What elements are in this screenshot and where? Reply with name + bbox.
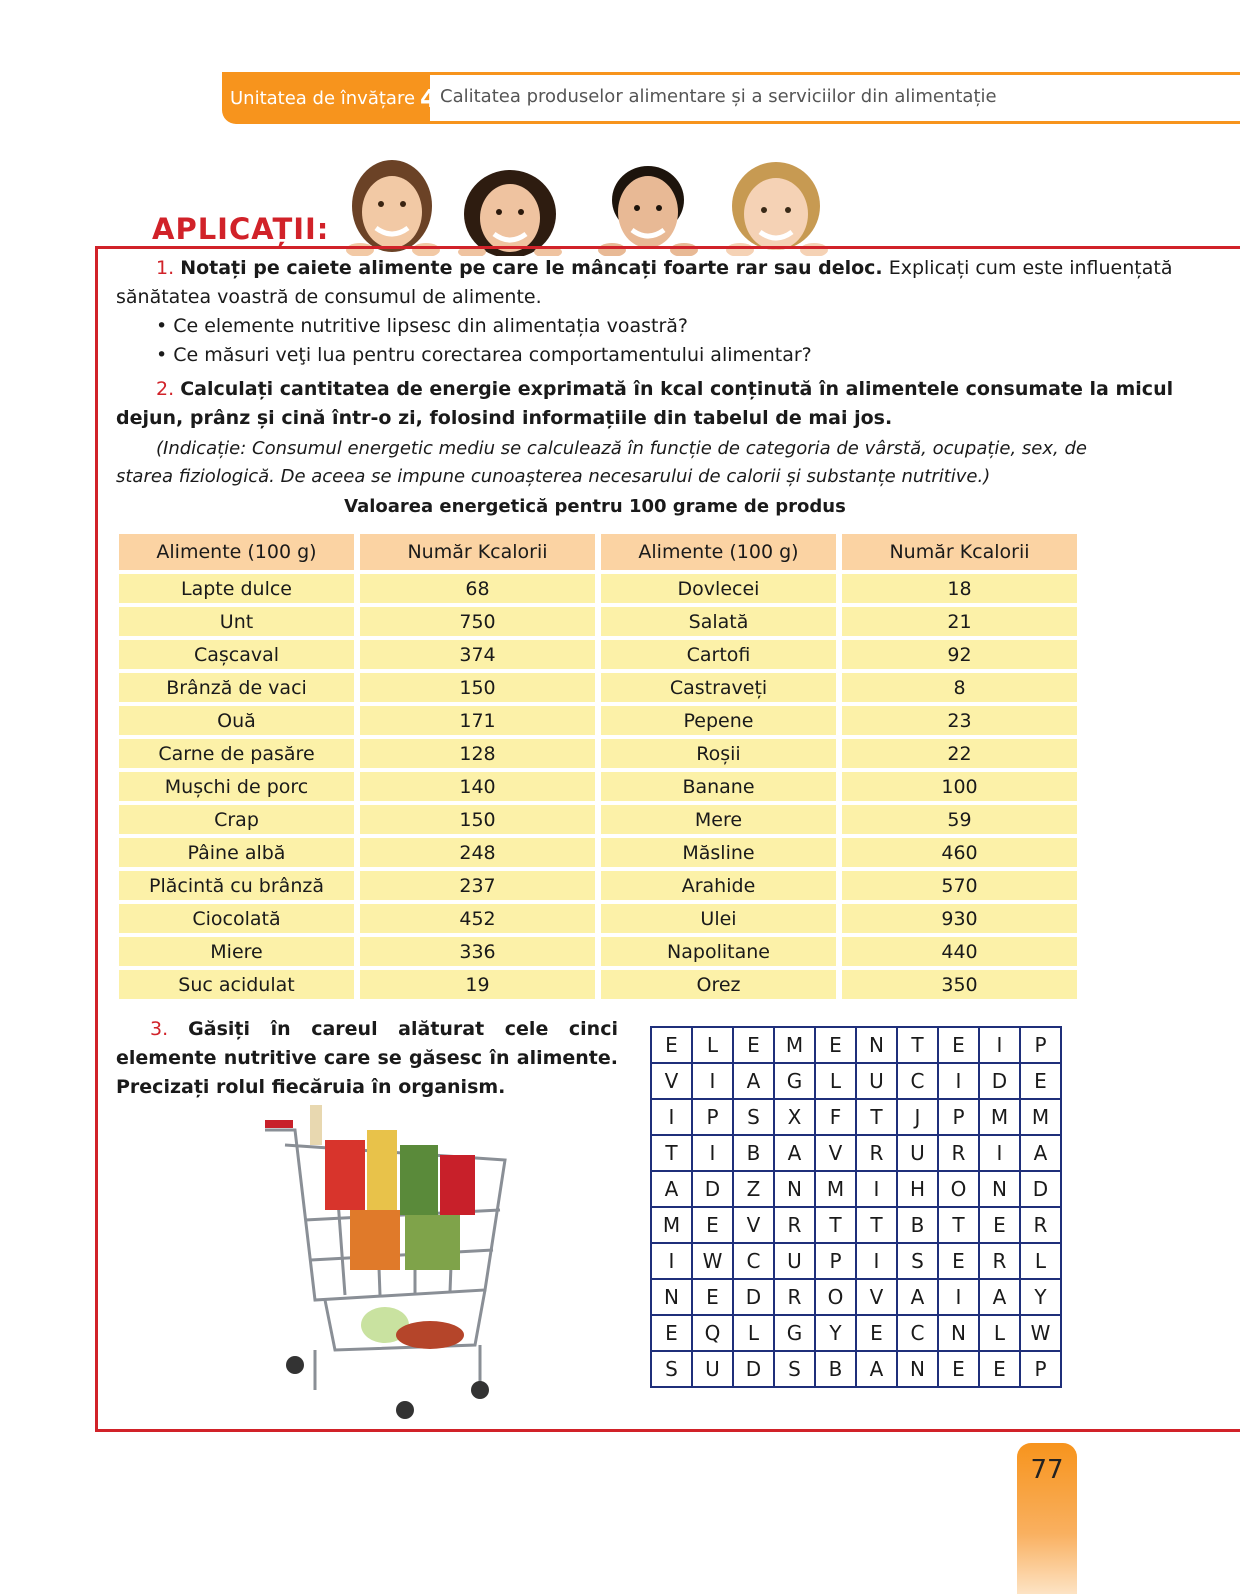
- grid-cell: N: [938, 1315, 979, 1351]
- grid-cell: I: [856, 1171, 897, 1207]
- grid-cell: L: [692, 1027, 733, 1063]
- table-cell: 150: [360, 805, 595, 834]
- grid-cell: Y: [1020, 1279, 1061, 1315]
- chapter-title: Calitatea produselor alimentare și a serviciilor din alimentație: [440, 86, 997, 107]
- grid-row: [651, 1171, 1061, 1207]
- grid-cell: A: [1020, 1135, 1061, 1171]
- grid-row: [651, 1207, 1061, 1243]
- table-cell: 570: [842, 871, 1077, 900]
- grid-cell: Y: [815, 1315, 856, 1351]
- q2-number: 2.: [156, 378, 175, 400]
- grid-cell: V: [856, 1279, 897, 1315]
- grid-cell: R: [938, 1135, 979, 1171]
- table-cell: Cartofi: [601, 640, 836, 669]
- grid-cell: O: [938, 1171, 979, 1207]
- table-cell: 100: [842, 772, 1077, 801]
- grid-cell: L: [733, 1315, 774, 1351]
- table-cell: 248: [360, 838, 595, 867]
- grid-cell: W: [1020, 1315, 1061, 1351]
- grid-cell: W: [692, 1243, 733, 1279]
- table-row: [119, 640, 1073, 669]
- table-cell: Castraveți: [601, 673, 836, 702]
- table-header-cell: Număr Kcalorii: [360, 534, 595, 570]
- table-cell: 59: [842, 805, 1077, 834]
- q1-bold-text: Notați pe caiete alimente pe care le mâncați foarte rar sau deloc.: [180, 257, 883, 279]
- grid-cell: N: [897, 1351, 938, 1387]
- table-cell: 350: [842, 970, 1077, 999]
- grid-cell: E: [692, 1207, 733, 1243]
- table-cell: 21: [842, 607, 1077, 636]
- grid-cell: R: [979, 1243, 1020, 1279]
- grid-cell: L: [1020, 1243, 1061, 1279]
- q2-line1: [156, 375, 1173, 404]
- grid-cell: U: [856, 1063, 897, 1099]
- grid-cell: V: [651, 1063, 692, 1099]
- grid-cell: M: [1020, 1099, 1061, 1135]
- table-header-row: [119, 534, 1073, 570]
- table-cell: 22: [842, 739, 1077, 768]
- grid-cell: L: [979, 1315, 1020, 1351]
- grid-cell: R: [856, 1135, 897, 1171]
- table-header-cell: Număr Kcalorii: [842, 534, 1077, 570]
- grid-cell: D: [733, 1351, 774, 1387]
- grid-cell: E: [979, 1207, 1020, 1243]
- table-cell: Banane: [601, 772, 836, 801]
- q2-hint-1: (Indicație: Consumul energetic mediu se calculează în funcție de categoria de vârstă, ocupație, sex, de: [156, 438, 1087, 459]
- table-cell: Napolitane: [601, 937, 836, 966]
- grid-cell: E: [1020, 1063, 1061, 1099]
- grid-cell: T: [856, 1099, 897, 1135]
- table-row: [119, 871, 1073, 900]
- grid-cell: P: [1020, 1027, 1061, 1063]
- grid-cell: T: [651, 1135, 692, 1171]
- shopping-cart-illustration: [255, 1100, 525, 1420]
- table-cell: Ciocolată: [119, 904, 354, 933]
- table-cell: Brânză de vaci: [119, 673, 354, 702]
- grid-cell: I: [651, 1243, 692, 1279]
- grid-cell: T: [815, 1207, 856, 1243]
- q1-line1: [156, 254, 1172, 283]
- grid-cell: F: [815, 1099, 856, 1135]
- grid-cell: C: [897, 1063, 938, 1099]
- grid-cell: N: [651, 1279, 692, 1315]
- grid-cell: I: [938, 1279, 979, 1315]
- grid-row: [651, 1315, 1061, 1351]
- word-search-grid: [650, 1026, 1062, 1388]
- grid-cell: L: [815, 1063, 856, 1099]
- grid-row: [651, 1279, 1061, 1315]
- table-cell: Suc acidulat: [119, 970, 354, 999]
- table-cell: 18: [842, 574, 1077, 603]
- unit-number: 4: [420, 83, 438, 113]
- child-1: [346, 160, 440, 256]
- grid-cell: D: [733, 1279, 774, 1315]
- grid-cell: D: [692, 1171, 733, 1207]
- grid-cell: J: [897, 1099, 938, 1135]
- table-cell: Salată: [601, 607, 836, 636]
- grid-cell: R: [774, 1207, 815, 1243]
- q3-text: Găsiți în careul alăturat cele cinci elemente nutritive care se găsesc în alimente. Precizați rolul fiecăruia în organism.: [116, 1018, 618, 1098]
- q1-bullet-2: • Ce măsuri veţi lua pentru corectarea comportamentului alimentar?: [156, 344, 812, 366]
- grid-cell: E: [692, 1279, 733, 1315]
- grid-cell: N: [774, 1171, 815, 1207]
- table-row: [119, 904, 1073, 933]
- grid-cell: P: [815, 1243, 856, 1279]
- children-illustration: [330, 160, 850, 256]
- grid-cell: V: [733, 1207, 774, 1243]
- table-cell: Carne de pasăre: [119, 739, 354, 768]
- grid-cell: I: [692, 1135, 733, 1171]
- grid-cell: N: [856, 1027, 897, 1063]
- table-cell: Crap: [119, 805, 354, 834]
- table-header-cell: Alimente (100 g): [119, 534, 354, 570]
- q2-line2: dejun, prânz și cină într-o zi, folosind informațiile din tabelul de mai jos.: [116, 407, 893, 429]
- grid-cell: P: [1020, 1351, 1061, 1387]
- grid-cell: X: [774, 1099, 815, 1135]
- table-cell: 68: [360, 574, 595, 603]
- table-cell: Cașcaval: [119, 640, 354, 669]
- table-cell: 150: [360, 673, 595, 702]
- table-cell: 23: [842, 706, 1077, 735]
- grid-cell: T: [856, 1207, 897, 1243]
- grid-row: [651, 1135, 1061, 1171]
- table-cell: 336: [360, 937, 595, 966]
- grid-cell: M: [815, 1171, 856, 1207]
- table-row: [119, 574, 1073, 603]
- grid-cell: C: [733, 1243, 774, 1279]
- unit-tab: [222, 72, 438, 124]
- grid-cell: A: [774, 1135, 815, 1171]
- grid-cell: D: [979, 1063, 1020, 1099]
- grid-cell: M: [979, 1099, 1020, 1135]
- grid-cell: U: [774, 1243, 815, 1279]
- table-cell: 452: [360, 904, 595, 933]
- grid-cell: I: [856, 1243, 897, 1279]
- grid-cell: M: [651, 1207, 692, 1243]
- grid-cell: E: [979, 1351, 1020, 1387]
- table-cell: Arahide: [601, 871, 836, 900]
- table-cell: Plăcintă cu brânză: [119, 871, 354, 900]
- table-cell: 19: [360, 970, 595, 999]
- grid-cell: I: [651, 1099, 692, 1135]
- grid-cell: E: [651, 1027, 692, 1063]
- table-row: [119, 706, 1073, 735]
- grid-cell: T: [938, 1207, 979, 1243]
- grid-cell: I: [938, 1063, 979, 1099]
- grid-cell: E: [733, 1027, 774, 1063]
- grid-cell: E: [938, 1351, 979, 1387]
- section-title: APLICAȚII:: [152, 212, 330, 246]
- q3-paragraph: [116, 1015, 618, 1102]
- grid-cell: Z: [733, 1171, 774, 1207]
- grid-cell: E: [651, 1315, 692, 1351]
- q1-bullet-1: • Ce elemente nutritive lipsesc din alimentația voastră?: [156, 315, 688, 337]
- grid-cell: H: [897, 1171, 938, 1207]
- calories-table: [119, 534, 1073, 1003]
- grid-cell: A: [979, 1279, 1020, 1315]
- grid-cell: Q: [692, 1315, 733, 1351]
- q2-text-1: Calculați cantitatea de energie exprimată în kcal conținută în alimentele consumate la micul: [180, 378, 1174, 400]
- grid-cell: G: [774, 1315, 815, 1351]
- table-title: Valoarea energetică pentru 100 grame de produs: [344, 496, 846, 517]
- grid-cell: I: [979, 1027, 1020, 1063]
- grid-cell: E: [856, 1315, 897, 1351]
- grid-row: [651, 1243, 1061, 1279]
- table-cell: Unt: [119, 607, 354, 636]
- table-cell: 237: [360, 871, 595, 900]
- child-4: [726, 162, 828, 256]
- table-cell: 374: [360, 640, 595, 669]
- grid-cell: I: [692, 1063, 733, 1099]
- page-number: 77: [1030, 1455, 1064, 1485]
- q2-hint-2: starea fiziologică. De aceea se impune cunoașterea necesarului de calorii și substanțe nutritive.): [116, 466, 991, 487]
- q1-number: 1.: [156, 257, 175, 279]
- q3-number: 3.: [150, 1018, 169, 1040]
- grid-cell: A: [856, 1351, 897, 1387]
- grid-cell: D: [1020, 1171, 1061, 1207]
- grid-cell: M: [774, 1027, 815, 1063]
- table-row: [119, 607, 1073, 636]
- grid-cell: A: [651, 1171, 692, 1207]
- table-cell: 171: [360, 706, 595, 735]
- table-cell: 460: [842, 838, 1077, 867]
- grid-cell: S: [774, 1351, 815, 1387]
- grid-row: [651, 1027, 1061, 1063]
- groceries-icon: [310, 1105, 475, 1349]
- table-cell: 92: [842, 640, 1077, 669]
- table-cell: 128: [360, 739, 595, 768]
- table-cell: 140: [360, 772, 595, 801]
- table-cell: Mere: [601, 805, 836, 834]
- grid-cell: R: [1020, 1207, 1061, 1243]
- grid-cell: U: [897, 1135, 938, 1171]
- table-cell: Mușchi de porc: [119, 772, 354, 801]
- table-cell: Ulei: [601, 904, 836, 933]
- grid-cell: U: [692, 1351, 733, 1387]
- child-2: [458, 170, 562, 256]
- unit-label: Unitatea de învățare: [230, 87, 416, 109]
- table-cell: Dovlecei: [601, 574, 836, 603]
- table-cell: 930: [842, 904, 1077, 933]
- grid-cell: S: [733, 1099, 774, 1135]
- table-cell: Roșii: [601, 739, 836, 768]
- grid-row: [651, 1351, 1061, 1387]
- grid-cell: A: [733, 1063, 774, 1099]
- table-cell: 440: [842, 937, 1077, 966]
- table-row: [119, 772, 1073, 801]
- table-row: [119, 739, 1073, 768]
- grid-cell: G: [774, 1063, 815, 1099]
- grid-cell: S: [651, 1351, 692, 1387]
- grid-cell: B: [815, 1351, 856, 1387]
- table-cell: Pepene: [601, 706, 836, 735]
- grid-cell: S: [897, 1243, 938, 1279]
- table-cell: 8: [842, 673, 1077, 702]
- grid-cell: O: [815, 1279, 856, 1315]
- grid-row: [651, 1099, 1061, 1135]
- grid-cell: B: [733, 1135, 774, 1171]
- grid-row: [651, 1063, 1061, 1099]
- grid-cell: E: [938, 1027, 979, 1063]
- table-cell: 750: [360, 607, 595, 636]
- grid-cell: C: [897, 1315, 938, 1351]
- table-row: [119, 673, 1073, 702]
- grid-cell: B: [897, 1207, 938, 1243]
- table-cell: Orez: [601, 970, 836, 999]
- table-cell: Ouă: [119, 706, 354, 735]
- q1-line2: sănătatea voastră de consumul de alimente.: [116, 286, 542, 308]
- table-cell: Miere: [119, 937, 354, 966]
- table-row: [119, 838, 1073, 867]
- child-3: [598, 166, 698, 256]
- table-cell: Pâine albă: [119, 838, 354, 867]
- grid-cell: P: [692, 1099, 733, 1135]
- grid-cell: R: [774, 1279, 815, 1315]
- q1-rest-text: Explicați cum este influențată: [882, 257, 1173, 279]
- table-row: [119, 937, 1073, 966]
- table-cell: Măsline: [601, 838, 836, 867]
- table-header-cell: Alimente (100 g): [601, 534, 836, 570]
- grid-cell: E: [938, 1243, 979, 1279]
- grid-cell: I: [979, 1135, 1020, 1171]
- table-row: [119, 970, 1073, 999]
- table-cell: Lapte dulce: [119, 574, 354, 603]
- grid-cell: P: [938, 1099, 979, 1135]
- table-row: [119, 805, 1073, 834]
- grid-cell: V: [815, 1135, 856, 1171]
- grid-cell: T: [897, 1027, 938, 1063]
- grid-cell: A: [897, 1279, 938, 1315]
- grid-cell: N: [979, 1171, 1020, 1207]
- grid-cell: E: [815, 1027, 856, 1063]
